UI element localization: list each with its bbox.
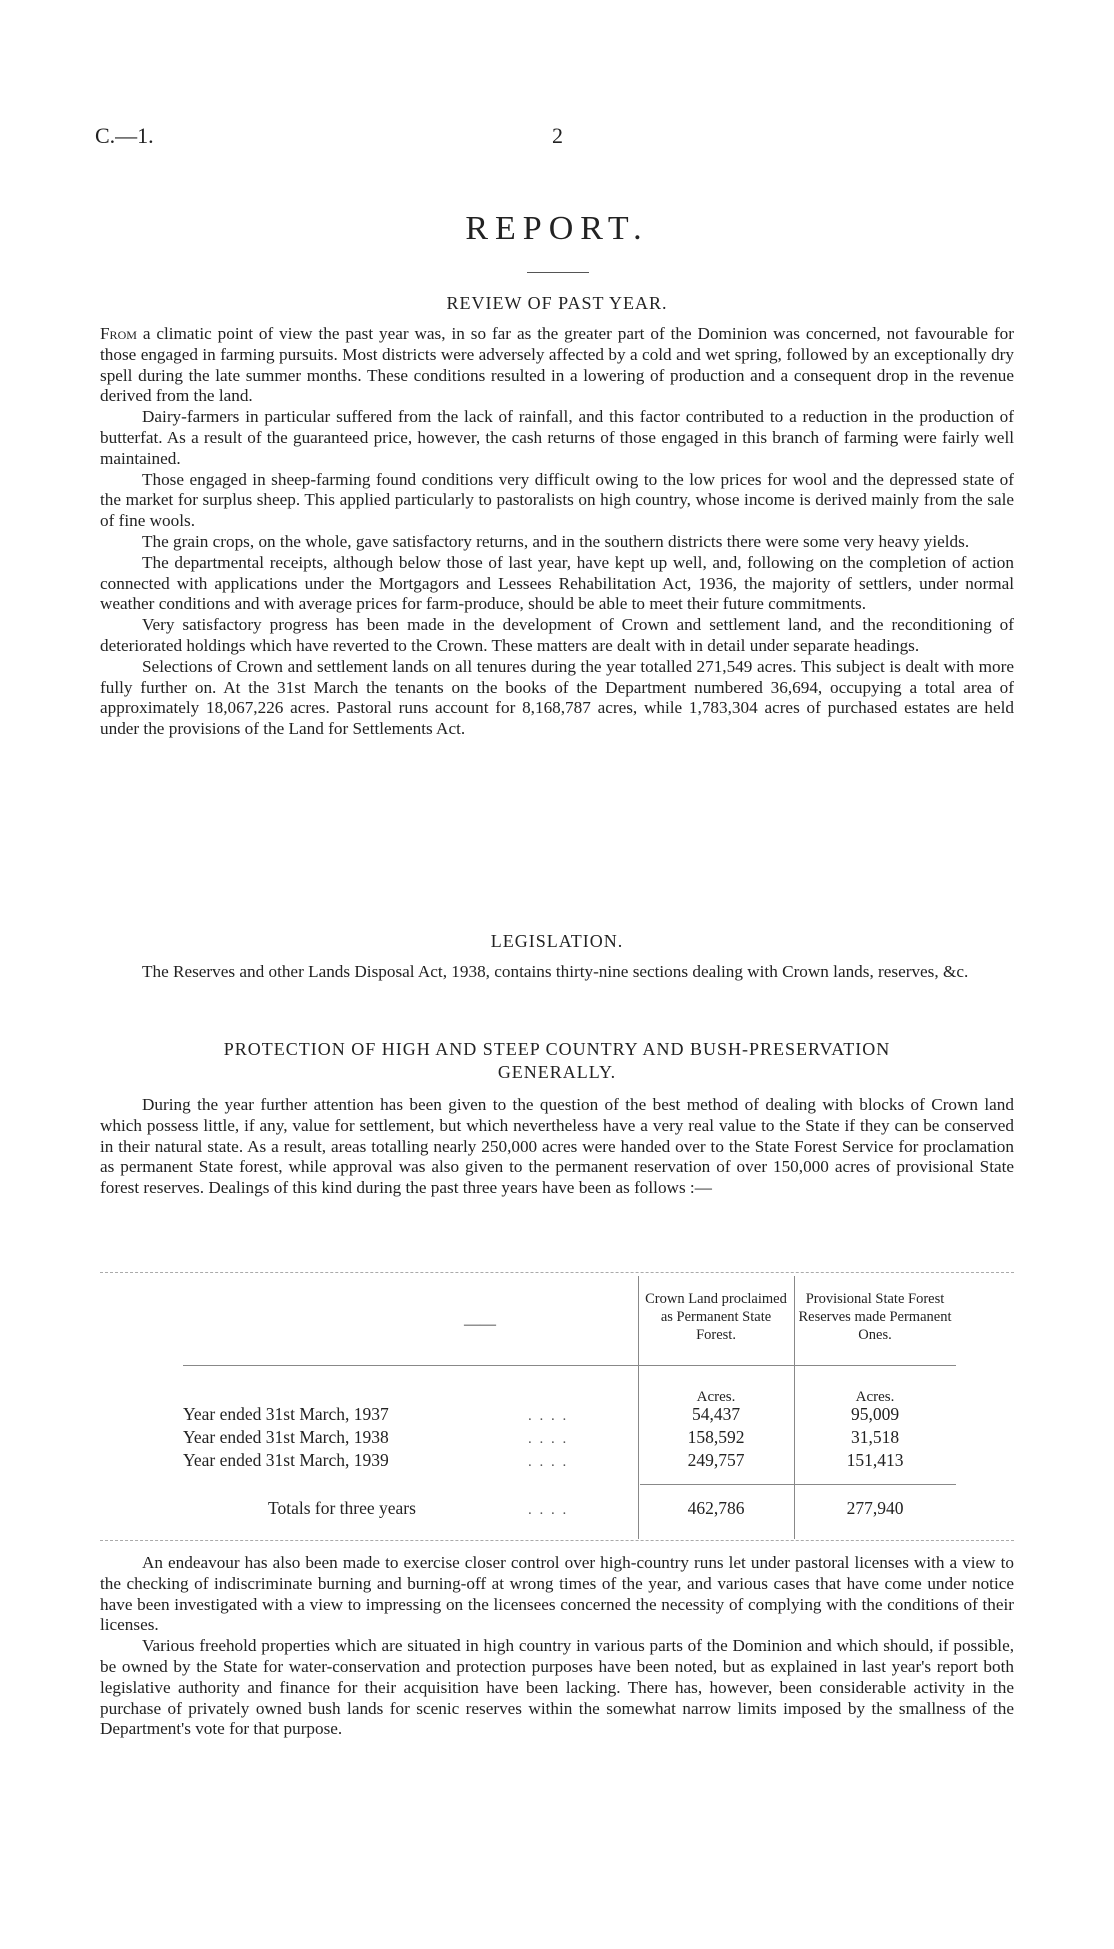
table-cell-1939-col1: 249,757 <box>687 1450 745 1470</box>
table-col2-header: Provisional State Forest Reserves made Permanent Ones. <box>798 1291 952 1343</box>
legislation-section <box>100 962 1014 983</box>
table-stub-header: —— <box>464 1316 496 1333</box>
table-total-col2: 277,940 <box>846 1498 904 1518</box>
table-total-rule <box>640 1484 956 1485</box>
review-paragraph-2: Dairy-farmers in particular suffered from the lack of rainfall, and this factor contributed to a reduction in the production of butterfat. As a result of the guaranteed price, however, the cash returns of those engaged in this branch of farming were fairly well maintained. <box>100 407 1014 468</box>
review-paragraph-3: Those engaged in sheep-farming found conditions very difficult owing to the low prices for wool and the depressed state of the market for surplus sheep. This applied particularly to pastoralists on high country, whose income is derived mainly from the sale of fine wools. <box>100 469 1014 531</box>
table-col1-unit: Acres. <box>696 1389 736 1405</box>
protection-paragraph-1: During the year further attention has been given to the question of the best method of dealing with blocks of Crown land which possess little, if any, value for settlement, but which nevertheless have a very real value to the State if they can be conserved in their natural state. As a result, areas totalling nearly 250,000 acres were handed over to the State Forest Service for proclamation as permanent State forest, while approval was also given to the permanent reservation of over 150,000 acres of provisional State forest reserves. Dealings of this kind during the past three years have been as follows :— <box>100 1095 1014 1198</box>
table-row-label-1938: Year ended 31st March, 1938 <box>183 1427 389 1447</box>
page-number: 2 <box>552 123 563 148</box>
table-col1-header: Crown Land proclaimed as Permanent State Forest. <box>645 1291 787 1343</box>
protection-heading-line-2: GENERALLY. <box>497 1062 617 1082</box>
protection-paragraph-2: An endeavour has also been made to exercise closer control over high-country runs let under pastoral licenses with a view to the checking of indiscriminate burning and burning-off at wrong times of the year, and various cases that have come under notice have been investigated with a view to impressing on the licensees concerned the necessity of complying with the conditions of their licenses. <box>100 1553 1014 1635</box>
review-section <box>100 324 1014 740</box>
table-total-col1: 462,786 <box>687 1498 745 1518</box>
table-row-leader-1937: . . . . <box>528 1408 569 1424</box>
protection-paragraph-3: Various freehold properties which are situated in high country in various parts of the Dominion and which should, if possible, be owned by the State for water-conservation and protection purposes have been noted, but as explained in last year's report both legislative authority and finance for their acquisition have been lacking. There has, however, been considerable activity in the purchase of privately owned bush lands for scenic reserves within the somewhat narrow limits imposed by the smallness of the Department's vote for that purpose. <box>100 1636 1014 1739</box>
table-row-label-1937: Year ended 31st March, 1937 <box>183 1404 389 1424</box>
review-paragraph-1 <box>100 324 1014 407</box>
review-p1-text: a climatic point of view the past year was, in so far as the greater part of the Dominion was concerned, not favourable for those engaged in farming pursuits. Most districts were adversely affected by a cold and wet spring, followed by an exceptionally dry spell during the late summer months. These conditions resulted in a lowering of production and a consequent drop in the revenue derived from the land. <box>100 324 1014 406</box>
table-total-leader: . . . . <box>528 1502 569 1518</box>
legislation-paragraph: The Reserves and other Lands Disposal Act, 1938, contains thirty-nine sections dealing with Crown lands, reserves, &c. <box>142 962 969 981</box>
table-header-rule <box>183 1365 956 1366</box>
legislation-heading: LEGISLATION. <box>490 931 624 951</box>
table-cell-1937-col1: 54,437 <box>691 1404 741 1424</box>
protection-intro <box>100 1095 1014 1199</box>
table-cell-1939-col2: 151,413 <box>846 1450 904 1470</box>
review-heading: REVIEW OF PAST YEAR. <box>446 293 668 313</box>
table-cell-1938-col1: 158,592 <box>687 1427 745 1447</box>
table-cell-1938-col2: 31,518 <box>850 1427 900 1447</box>
table-top-rule <box>100 1272 1014 1273</box>
table-col-divider-2 <box>794 1276 795 1539</box>
table-col-divider-1 <box>638 1276 639 1539</box>
review-paragraph-7: Selections of Crown and settlement lands on all tenures during the year totalled 271,549 acres. This subject is dealt with more fully further on. At the 31st March the tenants on the books of the Department numbered 36,694, occupying a total area of approximately 18,067,226 acres. Pastoral runs account for 8,168,787 acres, while 1,783,304 acres of purchased estates are held under the provisions of the Land for Settlements Act. <box>100 656 1014 739</box>
table-bottom-rule <box>100 1540 1014 1541</box>
table-row-leader-1938: . . . . <box>528 1431 569 1447</box>
review-paragraph-4: The grain crops, on the whole, gave satisfactory returns, and in the southern districts there were some very heavy yields. <box>142 531 970 551</box>
table-row-leader-1939: . . . . <box>528 1454 569 1470</box>
document-reference: C.—1. <box>95 123 154 148</box>
review-paragraph-6: Very satisfactory progress has been made in the development of Crown and settlement land, and the reconditioning of deteriorated holdings which have reverted to the Crown. These matters are dealt with in detail under separate headings. <box>100 615 1014 655</box>
table-total-label: Totals for three years <box>268 1498 416 1518</box>
table-col2-unit: Acres. <box>855 1389 895 1405</box>
protection-heading-line-1: PROTECTION OF HIGH AND STEEP COUNTRY AND BUSH-PRESERVATION <box>223 1039 891 1059</box>
review-p1-lead: From <box>100 324 137 343</box>
report-title: REPORT. <box>465 210 649 247</box>
review-paragraph-5: The departmental receipts, although below those of last year, have kept up well, and, following on the completion of action connected with applications under the Mortgagors and Lessees Rehabilitation Act, 1936, the majority of settlers, under normal weather conditions and with average prices for farm-produce, should be able to meet their future commitments. <box>100 552 1014 614</box>
title-rule <box>527 272 589 273</box>
table-cell-1937-col2: 95,009 <box>850 1404 900 1424</box>
table-row-label-1939: Year ended 31st March, 1939 <box>183 1450 389 1470</box>
protection-continued <box>100 1553 1014 1740</box>
